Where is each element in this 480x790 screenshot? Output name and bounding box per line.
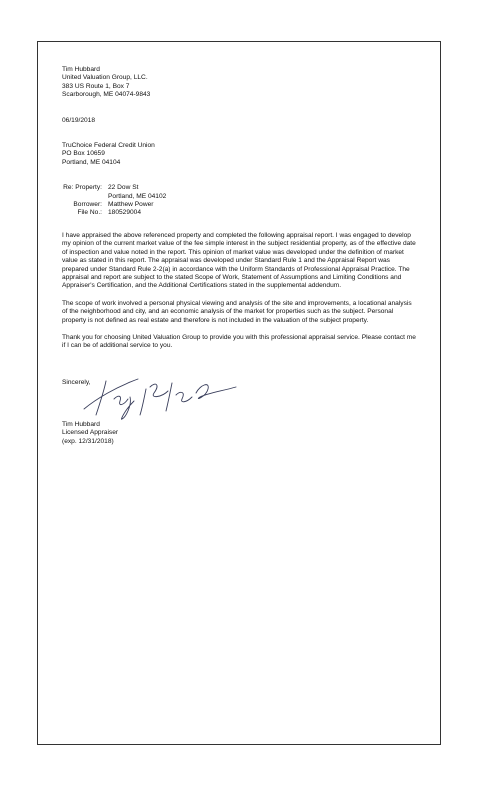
sender-name: Tim Hubbard — [62, 66, 100, 73]
letter-page — [37, 41, 441, 745]
recipient-name: TruChoice Federal Credit Union — [62, 142, 155, 150]
sender-block — [62, 66, 418, 100]
file-no-value: 180529004 — [108, 209, 142, 217]
signature-image — [76, 369, 246, 421]
salutation: Sincerely, — [62, 378, 91, 386]
paragraph-thanks: Thank you for choosing United Valuation Group to provide you with this professional appraisal service. Please contact me if I can be of additional service to you. — [62, 333, 416, 350]
signer-block — [62, 421, 418, 446]
sender-company: United Valuation Group, LLC. — [62, 74, 148, 82]
signer-name: Tim Hubbard — [62, 420, 100, 428]
borrower-value: Matthew Power — [108, 201, 154, 209]
recipient-block — [62, 142, 418, 167]
letter-content — [62, 66, 418, 446]
letter-date — [62, 117, 418, 125]
sender-address-line2: Scarborough, ME 04074-9843 — [62, 91, 151, 99]
property-label-spacer — [62, 193, 108, 201]
property-line2: Portland, ME 04102 — [108, 192, 167, 200]
recipient-address-line1: PO Box 10659 — [62, 150, 105, 158]
borrower-label: Borrower: — [73, 201, 102, 209]
date-text: 06/19/2018 — [62, 116, 96, 124]
signer-license-exp: (exp. 12/31/2018) — [62, 437, 114, 445]
paragraph-engagement: I have appraised the above referenced property and completed the following appraisal report. I was engaged to develop my opinion of the current market value of the fee simple interest in the subject residential property, as of the effective date of inspection and value noted in the report. This opinion of market value was developed under the definition of market value as stated in this report. The appraisal was developed under Standard Rule 1 and the Appraisal Report was prepared under Standard Rule 2-2(a) in accordance with the Uniform Standards of Professional Appraisal Practice. The appraisal and report are subject to the stated Scope of Work, Statement of Assumptions and Limiting Conditions and Appraiser's Certification, and the Additional Certifications stated in the supplemental addendum. — [62, 231, 416, 290]
file-no-label: File No.: — [77, 209, 102, 217]
property-label: Re: Property: — [63, 184, 102, 192]
closing-block — [62, 379, 418, 421]
signer-title: Licensed Appraiser — [62, 429, 119, 437]
sender-address-line1: 383 US Route 1, Box 7 — [62, 82, 130, 90]
paragraph-scope: The scope of work involved a personal physical viewing and analysis of the site and improvements, a locational analysis of the neighborhood and city, and an economic analysis of the market for properties such as the subject. Personal property is not defined as real estate and therefore is not included in the valuation of the subject property. — [62, 299, 412, 324]
property-line1: 22 Dow St — [108, 184, 139, 192]
recipient-address-line2: Portland, ME 04104 — [62, 158, 121, 166]
reference-block — [62, 184, 418, 218]
